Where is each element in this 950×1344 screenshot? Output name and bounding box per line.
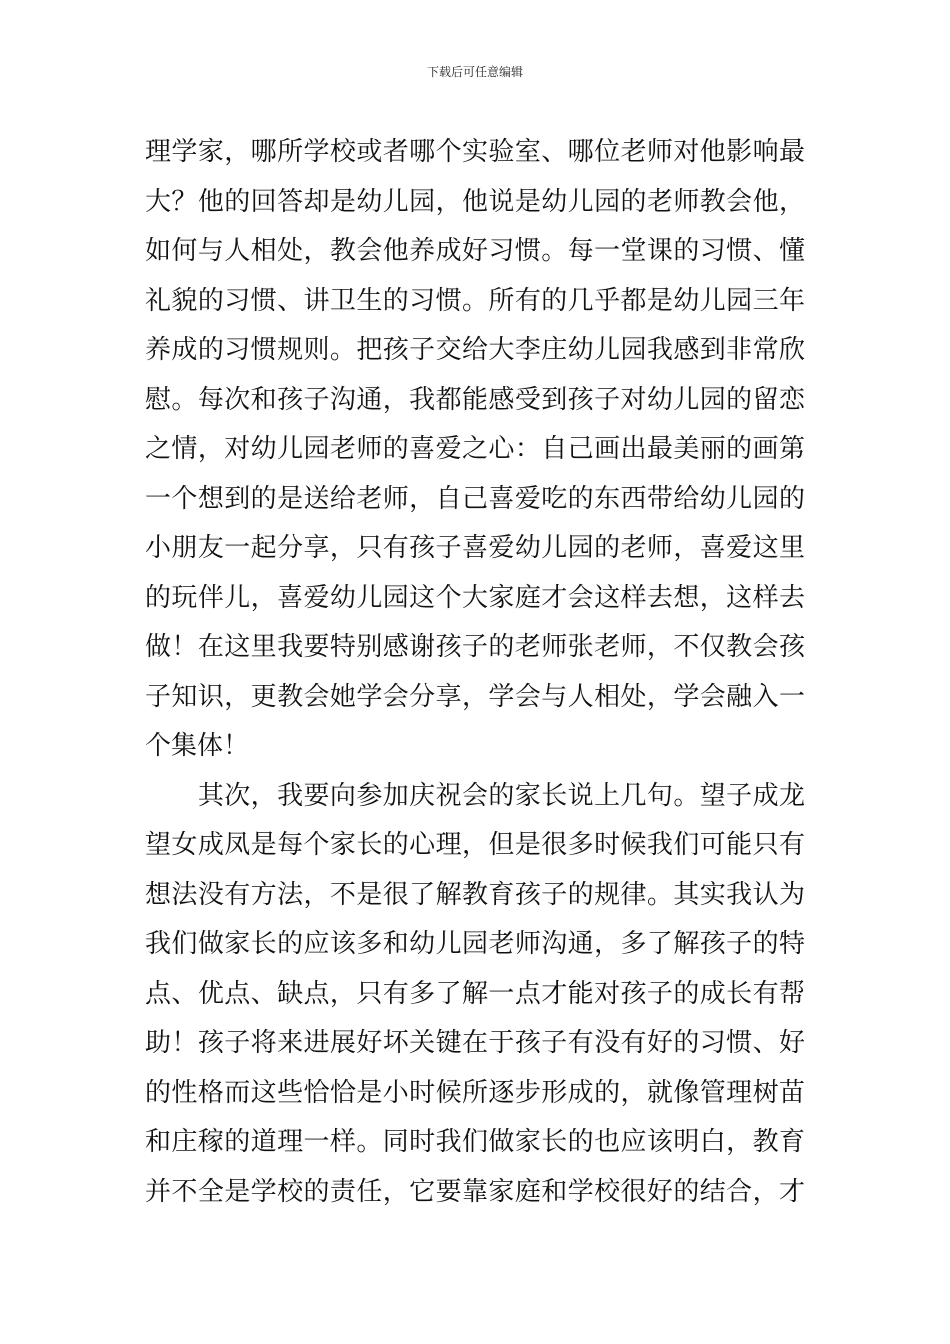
text-line: 之情，对幼儿园老师的喜爱之心：自己画出最美丽的画第 [145,434,805,464]
body-text [145,128,805,1217]
text-line: 的性格而这些恰恰是小时候所逐步形成的，就像管理树苗 [145,1077,805,1108]
text-line: 并不全是学校的责任，它要靠家庭和学校很好的结合，才 [145,1176,805,1207]
text-line: 子知识，更教会她学会分享，学会与人相处，学会融入一 [145,681,805,712]
text-line: 我们做家长的应该多和幼儿园老师沟通，多了解孩子的特 [145,929,805,959]
text-line: 望女成凤是每个家长的心理，但是很多时候我们可能只有 [145,830,805,860]
text-line: 助！孩子将来进展好坏关键在于孩子有没有好的习惯、好 [145,1028,805,1058]
text-line: 点、优点、缺点，只有多了解一点才能对孩子的成长有帮 [145,978,805,1009]
text-line: 慰。每次和孩子沟通，我都能感受到孩子对幼儿园的留恋 [145,384,805,415]
text-line: 做！在这里我要特别感谢孩子的老师张老师，不仅教会孩 [145,632,805,662]
text-line: 小朋友一起分享，只有孩子喜爱幼儿园的老师，喜爱这里 [145,533,805,563]
text-line: 大？他的回答却是幼儿园，他说是幼儿园的老师教会他， [145,186,805,217]
text-line: 一个想到的是送给老师，自己喜爱吃的东西带给幼儿园的 [145,483,805,514]
paragraph-start-line: 其次，我要向参加庆祝会的家长说上几句。望子成龙 [145,780,805,811]
text-line: 的玩伴儿，喜爱幼儿园这个大家庭才会这样去想，这样去 [145,582,805,613]
text-line: 如何与人相处，教会他养成好习惯。每一堂课的习惯、懂 [145,236,805,266]
text-line: 礼貌的习惯、讲卫生的习惯。所有的几乎都是幼儿园三年 [145,285,805,316]
text-line: 想法没有方法，不是很了解教育孩子的规律。其实我认为 [145,879,805,910]
paragraph-end-line: 个集体！ [145,731,250,761]
text-line: 和庄稼的道理一样。同时我们做家长的也应该明白，教育 [145,1127,805,1157]
text-line: 理学家，哪所学校或者哪个实验室、哪位老师对他影响最 [145,137,805,167]
text-line: 养成的习惯规则。把孩子交给大李庄幼儿园我感到非常欣 [145,335,805,365]
page-header: 下载后可任意编辑 [426,65,523,79]
